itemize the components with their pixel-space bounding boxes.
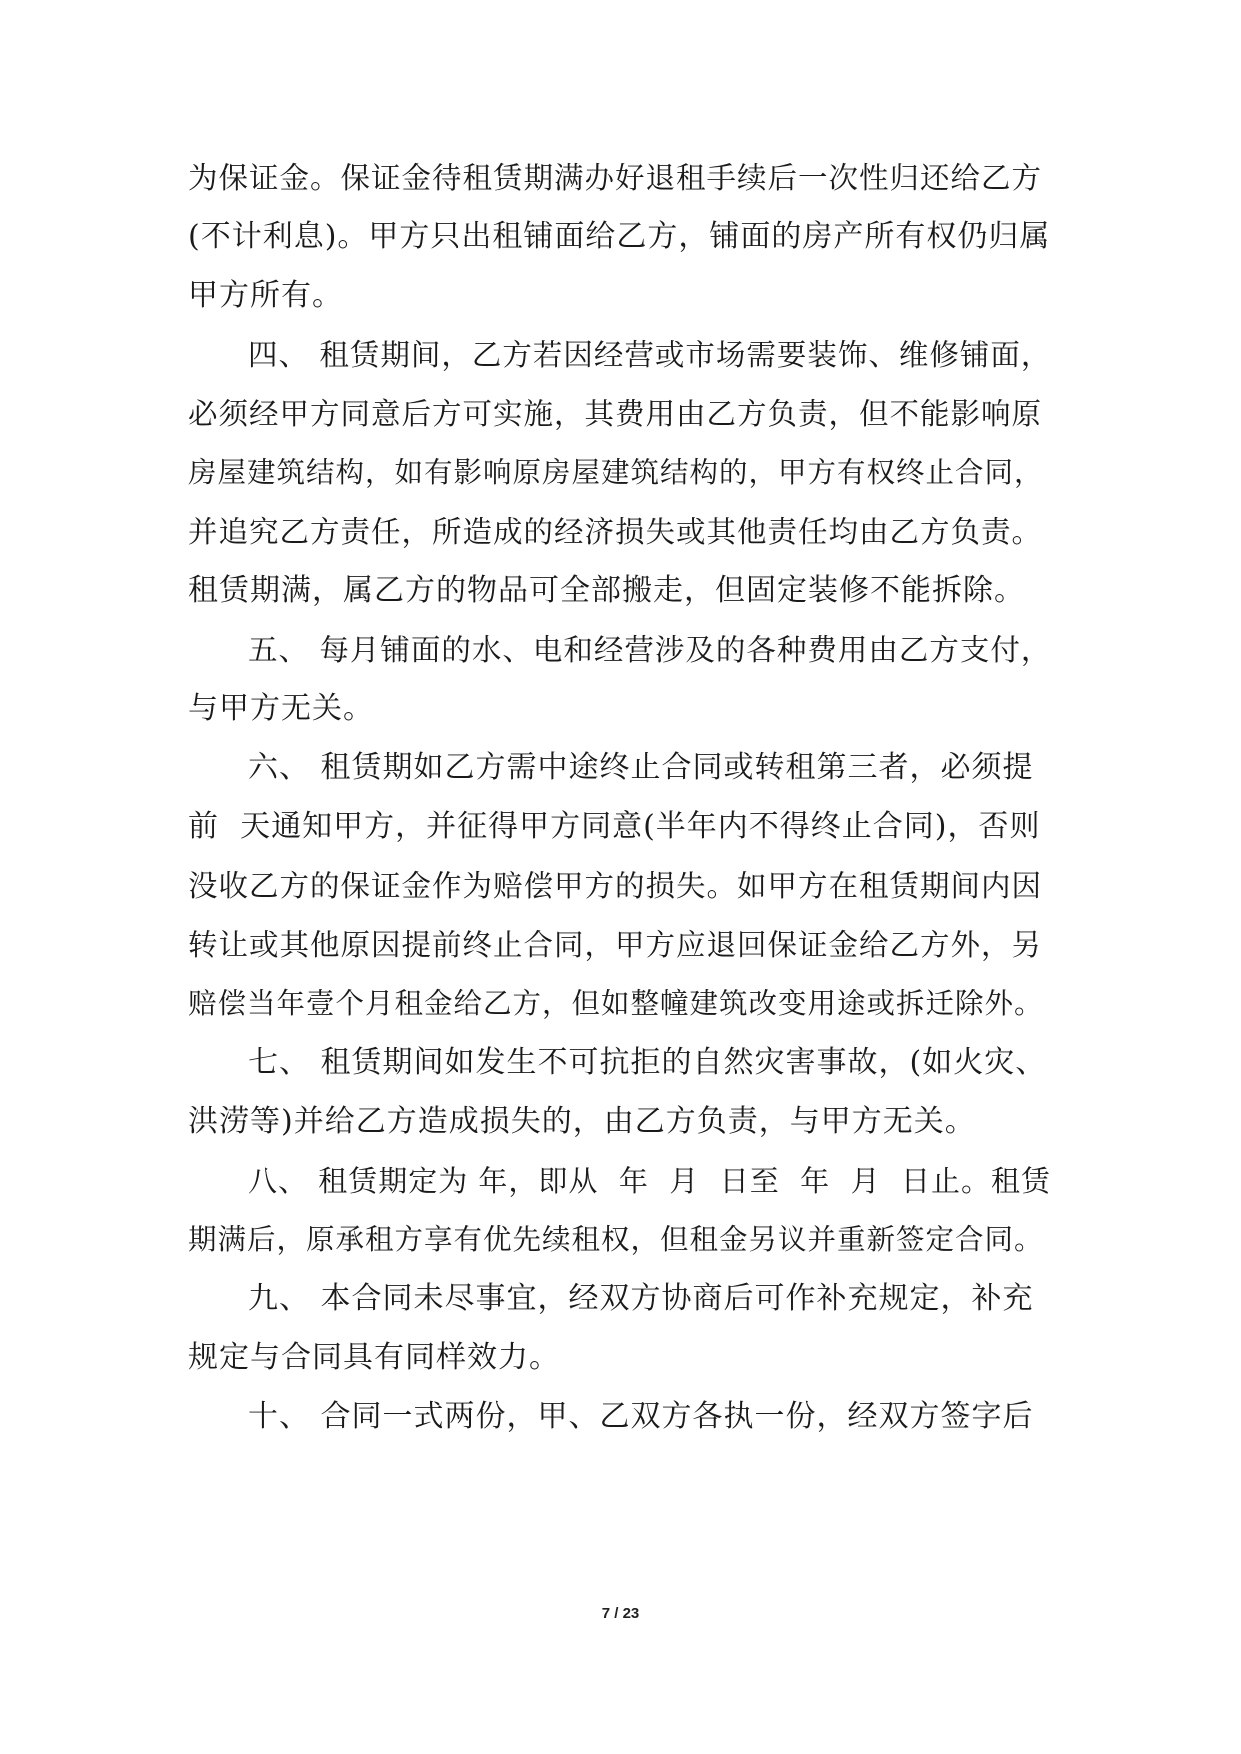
clause-eight-line: 八、 租赁期定为 年，即从 年 月 日至 年 月 日止。租赁 bbox=[248, 1164, 1052, 1198]
text-line: 房屋建筑结构，如有影响原房屋建筑结构的，甲方有权终止合同， bbox=[188, 456, 1044, 489]
text-line: 为保证金。保证金待租赁期满办好退租手续后一次性归还给乙方 bbox=[188, 161, 1043, 195]
text-line: 洪涝等)并给乙方造成损失的，由乙方负责，与甲方无关。 bbox=[188, 1104, 976, 1139]
text-line: 前 天通知甲方，并征得甲方同意(半年内不得终止合同)，否则 bbox=[188, 809, 1041, 844]
clause-ten-line: 十、 合同一式两份，甲、乙双方各执一份，经双方签字后 bbox=[248, 1399, 1034, 1434]
clause-four-line: 四、 租赁期间，乙方若因经营或市场需要装饰、维修铺面， bbox=[248, 338, 1052, 372]
text-line: 甲方所有。 bbox=[188, 278, 343, 313]
clause-five-line: 五、 每月铺面的水、电和经营涉及的各种费用由乙方支付， bbox=[248, 633, 1052, 667]
clause-nine-line: 九、 本合同未尽事宜，经双方协商后可作补充规定，补充 bbox=[248, 1281, 1034, 1316]
page-number: 7 / 23 bbox=[601, 1605, 640, 1622]
clause-six-line: 六、 租赁期如乙方需中途终止合同或转租第三者，必须提 bbox=[248, 750, 1034, 785]
text-line: 并追究乙方责任，所造成的经济损失或其他责任均由乙方负责。 bbox=[188, 515, 1043, 549]
text-line: (不计利息)。甲方只出租铺面给乙方，铺面的房产所有权仍归属 bbox=[188, 219, 1051, 254]
clause-seven-line: 七、 租赁期间如发生不可抗拒的自然灾害事故，(如火灾、 bbox=[248, 1045, 1047, 1080]
text-line: 必须经甲方同意后方可实施，其费用由乙方负责，但不能影响原 bbox=[188, 397, 1043, 431]
text-line: 转让或其他原因提前终止合同，甲方应退回保证金给乙方外，另 bbox=[188, 928, 1043, 962]
text-line: 租赁期满，属乙方的物品可全部搬走，但固定装修不能拆除。 bbox=[188, 573, 1025, 608]
text-line: 规定与合同具有同样效力。 bbox=[188, 1340, 560, 1375]
text-line: 没收乙方的保证金作为赔偿甲方的损失。如甲方在租赁期间内因 bbox=[188, 869, 1043, 903]
text-line: 与甲方无关。 bbox=[188, 691, 374, 726]
text-line: 赔偿当年壹个月租金给乙方，但如整幢建筑改变用途或拆迁除外。 bbox=[188, 987, 1044, 1020]
text-line: 期满后，原承租方享有优先续租权，但租金另议并重新签定合同。 bbox=[188, 1223, 1044, 1256]
